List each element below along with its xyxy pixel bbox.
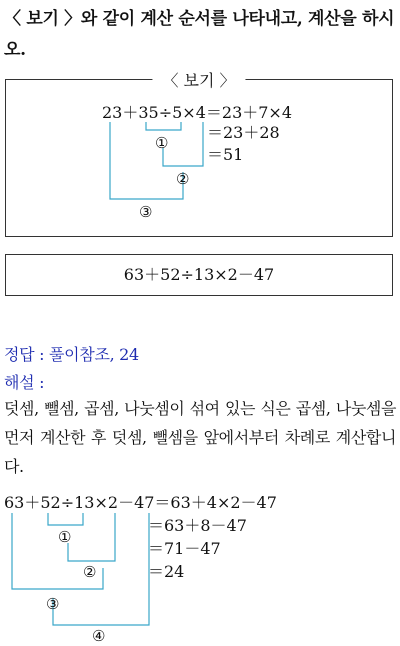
example-expression: 23＋35÷5×4＝23＋7×4 xyxy=(102,103,293,122)
example-diagram xyxy=(6,80,392,236)
question-text: 〈 보기 〉와 같이 계산 순서를 나타내고, 계산을 하시오. xyxy=(4,9,395,60)
example-bracket-2 xyxy=(163,122,203,166)
example-bracket-3 xyxy=(110,122,183,199)
solution-step-1: ＝63＋8－47 xyxy=(148,516,247,535)
solution-step-2: ＝71－47 xyxy=(148,539,221,558)
answer-line: 정답 : 풀이참조, 24 xyxy=(4,345,139,364)
solution-bracket-1 xyxy=(48,513,83,525)
solution-marker-1: ① xyxy=(58,528,72,546)
example-marker-3: ③ xyxy=(139,203,153,221)
solution-marker-4: ④ xyxy=(92,627,106,645)
solution-diagram xyxy=(0,486,400,646)
solution-marker-2: ② xyxy=(83,563,97,581)
solution-marker-3: ③ xyxy=(46,595,60,613)
example-step-2: ＝51 xyxy=(207,145,244,164)
problem-box xyxy=(5,254,393,296)
solution-bracket-2 xyxy=(68,513,115,561)
explanation-label: 해설 : xyxy=(4,373,45,392)
explanation-text: 덧셈, 뺄셈, 곱셈, 나눗셈이 섞여 있는 식은 곱셈, 나눗셈을 먼저 계산한 후 덧셈, 뺄셈을 앞에서부터 차례로 계산합니다. xyxy=(4,399,396,476)
solution-expression: 63＋52÷13×2－47＝63＋4×2－47 xyxy=(4,493,277,512)
solution-step-3: ＝24 xyxy=(148,562,185,581)
example-step-1: ＝23＋28 xyxy=(207,123,280,142)
example-marker-1: ① xyxy=(155,134,169,152)
example-marker-2: ② xyxy=(176,170,190,188)
problem-expression: 63＋52÷13×2－47 xyxy=(123,265,275,284)
example-box-title: 〈 보기 〉 xyxy=(152,68,245,91)
example-box xyxy=(5,71,393,237)
example-bracket-1 xyxy=(146,122,181,130)
